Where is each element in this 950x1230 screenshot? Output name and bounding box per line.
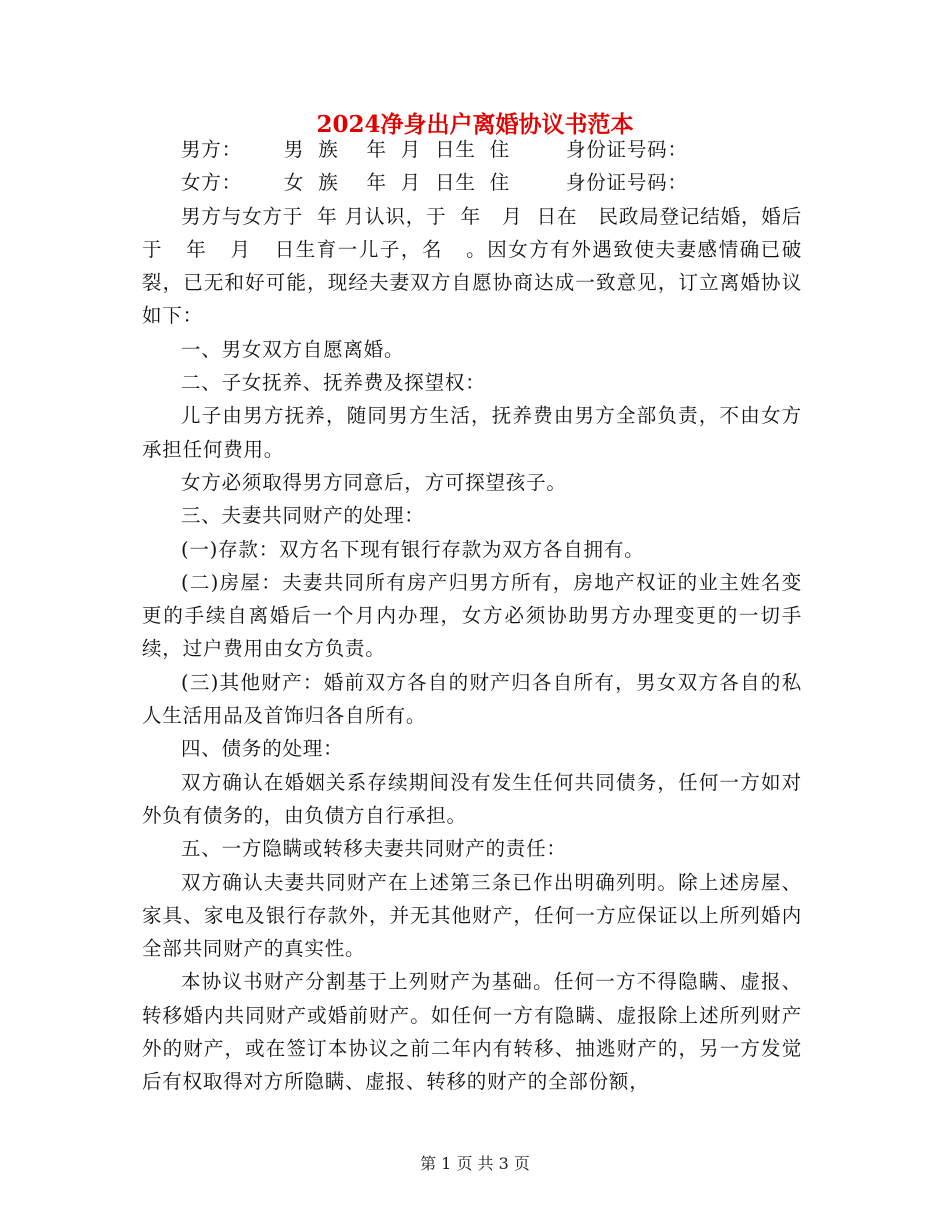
document-body xyxy=(142,133,802,1099)
paragraph-female-party: 女方： 女 族 年 月 日生 住 身份证号码： xyxy=(181,171,688,195)
clause-3-heading: 三、夫妻共同财产的处理： xyxy=(181,504,425,528)
clause-2-heading: 二、子女抚养、抚养费及探望权： xyxy=(181,371,486,395)
paragraph-preamble: 男方与女方于 年 月认识，于 年 月 日在 民政局登记结婚，婚后于 年 月 日生育一儿子，名 。因女方有外遇致使夫妻感情确已破裂，已无和好可能，现经夫妻双方自愿协商达成一致意见，订立离婚协议如下： xyxy=(142,204,802,328)
paragraph-other-property: (三)其他财产：婚前双方各自的财产归各自所有，男女双方各自的私人生活用品及首饰归各自所有。 xyxy=(142,670,802,728)
paragraph-visitation: 女方必须取得男方同意后，方可探望孩子。 xyxy=(181,470,567,494)
clause-4-heading: 四、债务的处理： xyxy=(181,737,344,761)
paragraph-debts: 双方确认在婚姻关系存续期间没有发生任何共同债务，任何一方如对外负有债务的，由负债方自行承担。 xyxy=(142,770,802,827)
paragraph-property-confirmation: 双方确认夫妻共同财产在上述第三条已作出明确列明。除上述房屋、家具、家电及银行存款外，并无其他财产，任何一方应保证以上所列婚内全部共同财产的真实性。 xyxy=(142,870,802,961)
clause-5-heading: 五、一方隐瞒或转移夫妻共同财产的责任： xyxy=(181,837,567,861)
paragraph-custody: 儿子由男方抚养，随同男方生活，抚养费由男方全部负责，不由女方承担任何费用。 xyxy=(142,404,802,461)
clause-1-heading: 一、男女双方自愿离婚。 xyxy=(181,337,405,361)
paragraph-concealment: 本协议书财产分割基于上列财产为基础。任何一方不得隐瞒、虚报、转移婚内共同财产或婚前财产。如任何一方有隐瞒、虚报除上述所列财产外的财产，或在签订本协议之前二年内有转移、抽逃财产的，另一方发觉后有权取得对方所隐瞒、虚报、转移的财产的全部份额， xyxy=(142,970,802,1094)
document-title: 2024净身出户离婚协议书范本 xyxy=(316,111,634,138)
paragraph-deposits: (一)存款：双方名下现有银行存款为双方各自拥有。 xyxy=(181,537,645,561)
paragraph-male-party: 男方： 男 族 年 月 日生 住 身份证号码： xyxy=(181,138,688,161)
paragraph-house: (二)房屋：夫妻共同所有房产归男方所有，房地产权证的业主姓名变更的手续自离婚后一个月内办理，女方必须协助男方办理变更的一切手续，过户费用由女方负责。 xyxy=(142,570,802,661)
page-footer: 第 1 页 共 3 页 xyxy=(420,1154,530,1173)
